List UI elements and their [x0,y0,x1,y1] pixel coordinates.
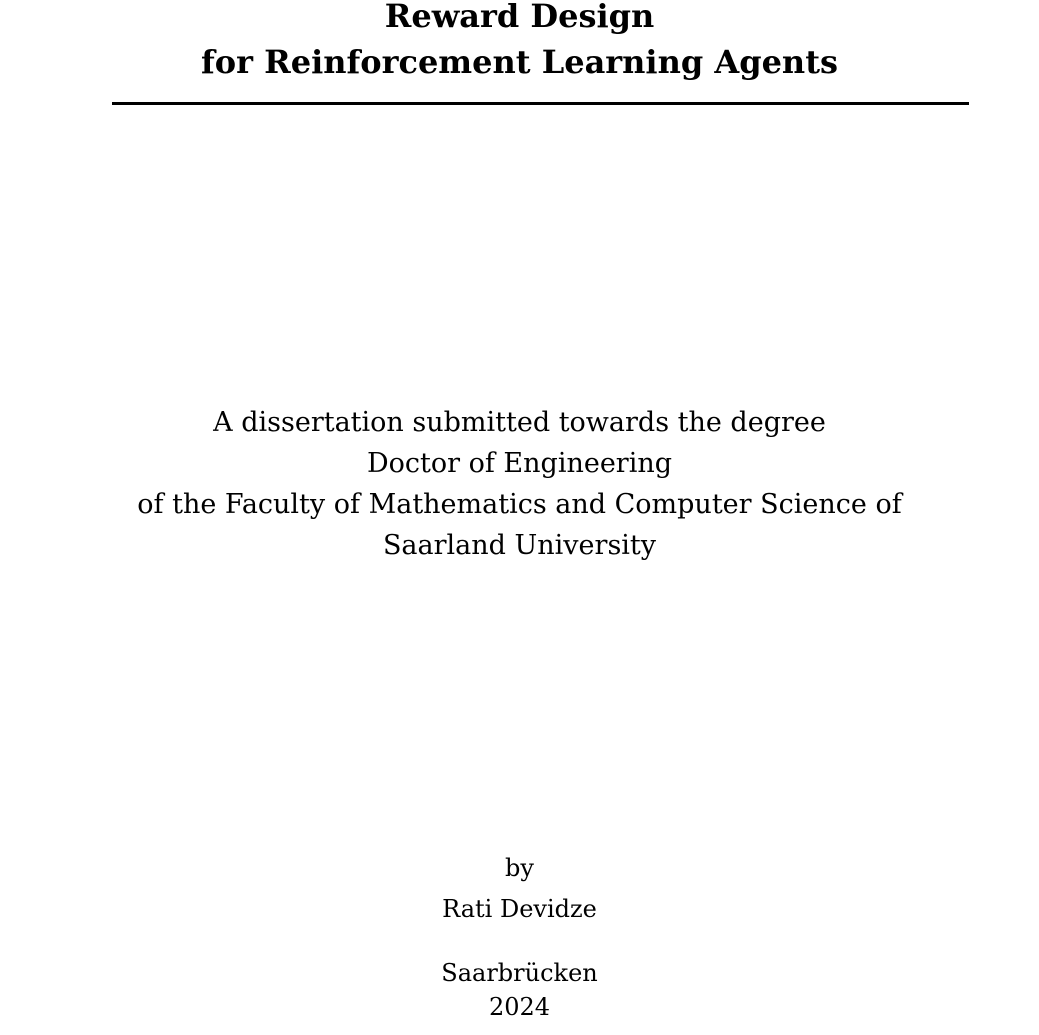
university-name: Saarland University [382,530,657,561]
title-divider-rule [112,102,969,105]
degree-name: Doctor of Engineering [366,448,673,479]
by-label: by [505,854,534,882]
thesis-title-line-1: Reward Design [384,0,655,35]
thesis-title-line-2: for Reinforcement Learning Agents [201,43,838,81]
faculty-line: of the Faculty of Mathematics and Computer Science of [137,489,902,520]
degree-statement-line-1: A dissertation submitted towards the degree [213,407,826,438]
author-name: Rati Devidze [442,895,597,923]
publication-year: 2024 [488,993,551,1021]
place-of-publication: Saarbrücken [441,959,598,987]
